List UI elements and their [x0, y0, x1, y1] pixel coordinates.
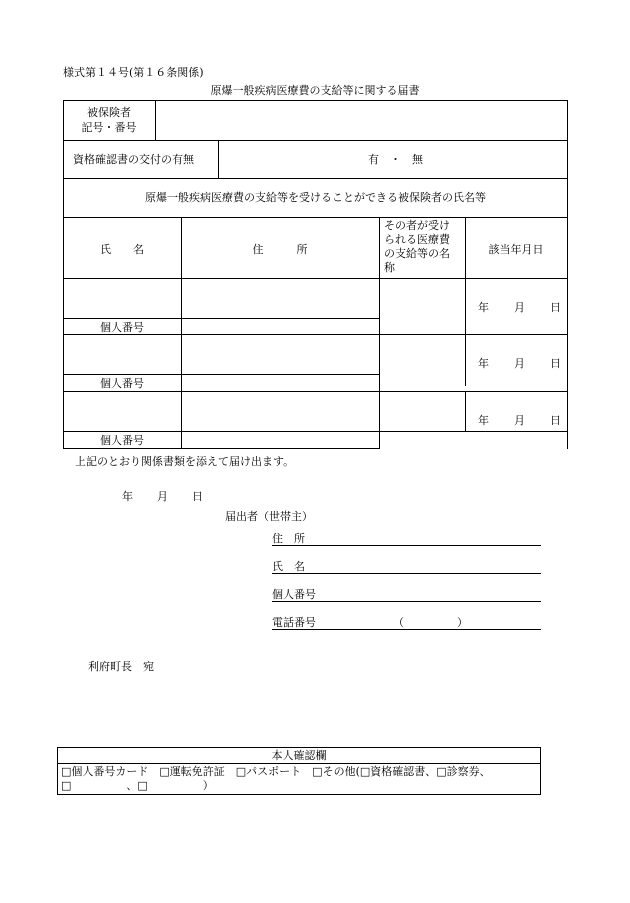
row-day: 日	[550, 414, 561, 427]
row-year: 年	[478, 414, 489, 427]
applicant-personal-number-line[interactable]	[272, 601, 541, 602]
row-year: 年	[478, 357, 489, 370]
column-benefit: その者が受け	[384, 219, 450, 232]
column-benefit-2: られる医療費	[384, 233, 450, 246]
applicant-phone-line[interactable]	[272, 629, 541, 630]
id-check-options[interactable]: □個人番号カード □運転免許証 □パスポート □その他(□資格確認書、□診察券、	[61, 765, 491, 778]
certificate-dot: ・	[390, 153, 401, 166]
phone-paren-close: ）	[457, 616, 468, 629]
row-year: 年	[478, 301, 489, 314]
column-benefit-4: 称	[384, 261, 395, 274]
applicant-address-label: 住 所	[272, 532, 305, 545]
statement-text: 上記のとおり関係書類を添えて届け出ます。	[75, 455, 295, 468]
column-address: 住 所	[252, 243, 308, 256]
form-title: 原爆一般疾病医療費の支給等に関する届書	[210, 84, 420, 97]
row-month: 月	[514, 414, 525, 427]
id-check-options-2[interactable]: □ 、□ ）	[61, 779, 214, 792]
form-number: 様式第１４号(第１６条関係)	[63, 66, 204, 79]
applicant-address-line[interactable]	[272, 545, 541, 546]
applicant-name-label: 氏 名	[272, 560, 305, 573]
personal-number-label: 個人番号	[100, 321, 144, 334]
personal-number-label: 個人番号	[100, 377, 144, 390]
phone-paren-open: （	[393, 616, 404, 629]
addressee: 利府町長 宛	[88, 660, 154, 673]
personal-number-label: 個人番号	[100, 434, 144, 447]
applicant-personal-number-label: 個人番号	[272, 588, 316, 601]
insured-label-2: 記号・番号	[81, 121, 137, 134]
insured-label: 被保険者	[87, 106, 131, 119]
row-month: 月	[514, 357, 525, 370]
row-day: 日	[550, 301, 561, 314]
row-day: 日	[550, 357, 561, 370]
filing-month: 月	[157, 490, 168, 503]
certificate-no: 無	[412, 153, 423, 166]
certificate-yes: 有	[368, 153, 379, 166]
column-name: 氏 名	[100, 243, 144, 256]
id-check-box	[57, 747, 541, 795]
applicant-phone-label: 電話番号	[272, 616, 316, 629]
column-date: 該当年月日	[488, 243, 544, 256]
certificate-label: 資格確認書の交付の有無	[73, 153, 194, 166]
filing-day: 日	[192, 490, 203, 503]
column-benefit-3: の支給等の名	[384, 247, 450, 260]
filing-year: 年	[122, 490, 133, 503]
section-title: 原爆一般疾病医療費の支給等を受けることができる被保険者の氏名等	[145, 191, 486, 204]
id-check-title: 本人確認欄	[271, 749, 327, 762]
applicant-name-line[interactable]	[272, 573, 541, 574]
row-month: 月	[514, 301, 525, 314]
applicant-heading: 届出者（世帯主）	[225, 510, 313, 523]
